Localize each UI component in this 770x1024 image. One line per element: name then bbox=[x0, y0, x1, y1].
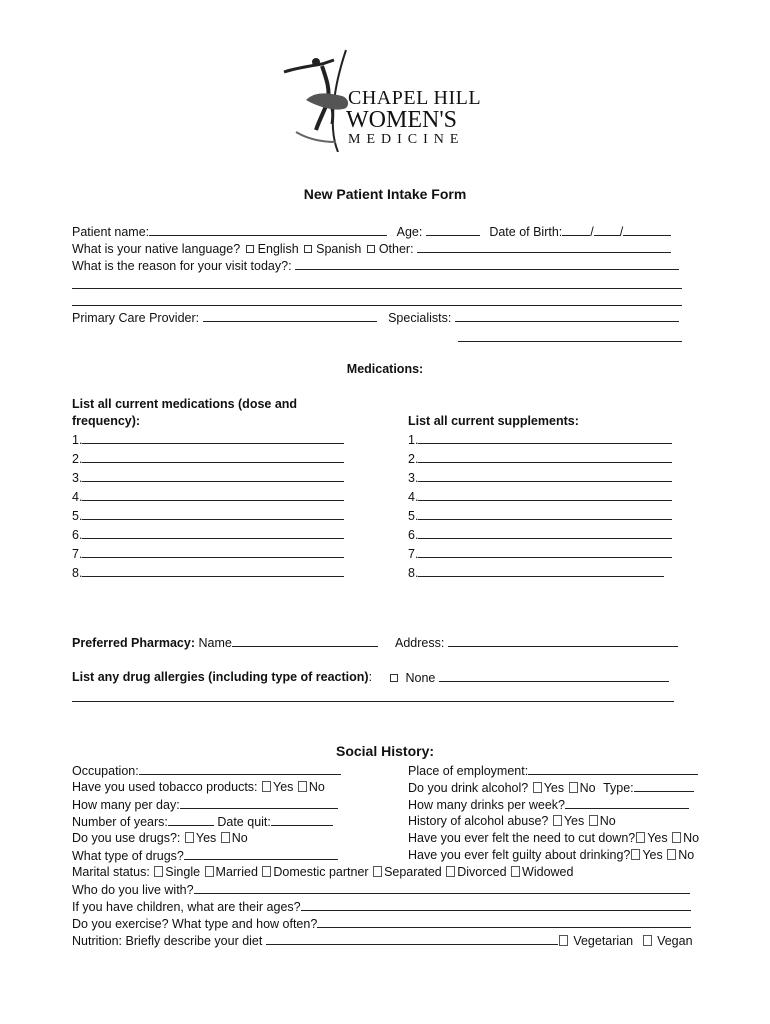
drugs-no-label: No bbox=[231, 831, 248, 845]
drug-type-label: What type of drugs? bbox=[72, 849, 184, 863]
medication-number: 2. bbox=[72, 452, 83, 466]
years-label: Number of years: bbox=[72, 815, 168, 829]
logo-line-1: CHAPEL HILL bbox=[348, 87, 482, 109]
medication-number: 1. bbox=[72, 433, 83, 447]
medication-number: 3. bbox=[72, 471, 83, 485]
logo-line-2: WOMEN'S bbox=[346, 107, 457, 133]
per-day-label: How many per day: bbox=[72, 798, 180, 812]
supplement-row bbox=[408, 489, 672, 505]
pcp-label: Primary Care Provider: bbox=[72, 311, 200, 325]
occupation-field[interactable] bbox=[139, 763, 341, 775]
nutrition-row bbox=[72, 933, 693, 949]
allergies-colon: : bbox=[368, 670, 373, 684]
medications-label-2: frequency): bbox=[72, 414, 141, 428]
supplement-number: 5. bbox=[408, 509, 419, 523]
pharmacy-label: Preferred Pharmacy: bbox=[72, 636, 195, 650]
dob-label: Date of Birth: bbox=[489, 225, 563, 239]
pharmacy-address-row bbox=[395, 635, 678, 651]
cut-down-yes-label: Yes bbox=[647, 831, 668, 845]
exercise-row bbox=[72, 916, 691, 932]
cut-down-no-checkbox[interactable] bbox=[672, 832, 681, 843]
supplement-field[interactable] bbox=[418, 546, 672, 558]
medications-heading: Medications: bbox=[346, 362, 424, 376]
supplement-row bbox=[408, 470, 672, 486]
alcohol-abuse-no-label: No bbox=[599, 814, 616, 828]
medication-field[interactable] bbox=[82, 527, 344, 539]
medication-number: 8. bbox=[72, 566, 83, 580]
tobacco-yes-checkbox[interactable] bbox=[262, 781, 271, 792]
medication-row bbox=[72, 489, 344, 505]
dob-day-field[interactable] bbox=[594, 224, 620, 236]
specialists-field[interactable] bbox=[455, 310, 679, 322]
medication-row bbox=[72, 470, 344, 486]
marital-label: Marital status: bbox=[72, 865, 150, 879]
allergies-field[interactable] bbox=[439, 670, 669, 682]
live-with-row bbox=[72, 882, 690, 898]
supplement-number: 6. bbox=[408, 528, 419, 542]
specialists-field-2[interactable] bbox=[458, 341, 682, 342]
other-language-field[interactable] bbox=[417, 241, 671, 253]
divorced-label: Divorced bbox=[457, 865, 507, 879]
language-question: What is your native language? bbox=[72, 242, 241, 256]
occupation-label: Occupation: bbox=[72, 764, 139, 778]
tobacco-no-label: No bbox=[308, 780, 325, 794]
supplement-number: 8. bbox=[408, 566, 419, 580]
medication-row bbox=[72, 546, 344, 562]
age-label: Age: bbox=[396, 225, 423, 239]
visit-reason-line-3[interactable] bbox=[72, 305, 682, 306]
spanish-checkbox[interactable] bbox=[304, 245, 312, 253]
pharmacy-name-field[interactable] bbox=[232, 635, 378, 647]
supplement-field[interactable] bbox=[418, 508, 672, 520]
vegetarian-label: Vegetarian bbox=[573, 934, 634, 948]
alcohol-abuse-yes-label: Yes bbox=[563, 814, 585, 828]
visit-reason-row bbox=[72, 258, 679, 274]
supplement-row bbox=[408, 451, 672, 467]
supplement-field[interactable] bbox=[418, 565, 664, 577]
drug-type-field[interactable] bbox=[184, 848, 338, 860]
medication-field[interactable] bbox=[82, 470, 344, 482]
children-label: If you have children, what are their ages? bbox=[72, 900, 301, 914]
per-day-field[interactable] bbox=[180, 797, 338, 809]
supplement-number: 4. bbox=[408, 490, 419, 504]
single-label: Single bbox=[165, 865, 201, 879]
per-day-row bbox=[72, 797, 338, 813]
medication-field[interactable] bbox=[82, 489, 344, 501]
guilty-yes-checkbox[interactable] bbox=[631, 849, 640, 860]
domestic-partner-label: Domestic partner bbox=[273, 865, 369, 879]
divorced-checkbox[interactable] bbox=[446, 866, 455, 877]
live-with-field[interactable] bbox=[194, 882, 690, 894]
drinks-week-row bbox=[408, 797, 689, 813]
supplement-number: 7. bbox=[408, 547, 419, 561]
guilty-label: Have you ever felt guilty about drinking? bbox=[408, 848, 631, 862]
other-language-checkbox[interactable] bbox=[367, 245, 375, 253]
employment-field[interactable] bbox=[528, 763, 698, 775]
widowed-label: Widowed bbox=[522, 865, 574, 879]
date-quit-label: Date quit: bbox=[217, 815, 271, 829]
medication-row bbox=[72, 527, 344, 543]
drinks-week-label: How many drinks per week? bbox=[408, 798, 566, 812]
nutrition-label: Nutrition: Briefly describe your diet bbox=[72, 934, 263, 948]
guilty-yes-label: Yes bbox=[642, 848, 663, 862]
logo-line-3: MEDICINE bbox=[348, 132, 465, 147]
guilty-no-checkbox[interactable] bbox=[667, 849, 676, 860]
alcohol-yes-label: Yes bbox=[543, 781, 565, 795]
language-row bbox=[72, 241, 671, 257]
tobacco-row bbox=[72, 780, 325, 795]
cut-down-label: Have you ever felt the need to cut down? bbox=[408, 831, 636, 845]
years-field[interactable] bbox=[168, 814, 214, 826]
widowed-checkbox[interactable] bbox=[511, 866, 520, 877]
clinic-logo bbox=[276, 42, 482, 152]
alcohol-abuse-label: History of alcohol abuse? bbox=[408, 814, 549, 828]
alcohol-abuse-row bbox=[408, 814, 616, 829]
alcohol-type-field[interactable] bbox=[634, 780, 694, 792]
years-row bbox=[72, 814, 333, 830]
allergies-none-row bbox=[388, 670, 669, 686]
exercise-field[interactable] bbox=[317, 916, 691, 928]
other-language-label: Other: bbox=[378, 242, 414, 256]
spanish-label: Spanish bbox=[316, 242, 362, 256]
age-field[interactable] bbox=[426, 224, 480, 236]
dob-year-field[interactable] bbox=[623, 224, 671, 236]
guilty-row bbox=[408, 848, 694, 863]
patient-name-label: Patient name: bbox=[72, 225, 150, 239]
medication-field[interactable] bbox=[82, 508, 344, 520]
supplement-row bbox=[408, 527, 672, 543]
drugs-label: Do you use drugs?: bbox=[72, 831, 181, 845]
married-label: Married bbox=[215, 865, 258, 879]
drug-type-row bbox=[72, 848, 338, 864]
drinks-week-field[interactable] bbox=[565, 797, 689, 809]
children-row bbox=[72, 899, 691, 915]
nutrition-field[interactable] bbox=[266, 933, 558, 945]
marital-row bbox=[72, 865, 573, 880]
visit-reason-field[interactable] bbox=[295, 258, 679, 270]
medication-row bbox=[72, 432, 344, 448]
medication-row bbox=[72, 565, 344, 581]
drugs-yes-checkbox[interactable] bbox=[185, 832, 194, 843]
supplement-number: 2. bbox=[408, 452, 419, 466]
allergies-line-2[interactable] bbox=[72, 701, 674, 702]
supplement-row bbox=[408, 565, 664, 581]
cut-down-row bbox=[408, 831, 699, 846]
supplement-field[interactable] bbox=[418, 432, 672, 444]
alcohol-no-label: No bbox=[579, 781, 596, 795]
allergies-label: List any drug allergies (including type of reaction) bbox=[72, 670, 369, 684]
exercise-label: Do you exercise? What type and how often? bbox=[72, 917, 318, 931]
pcp-row bbox=[72, 310, 679, 326]
medication-field[interactable] bbox=[82, 432, 344, 444]
pcp-field[interactable] bbox=[203, 310, 377, 322]
no-allergies-checkbox[interactable] bbox=[390, 674, 398, 682]
tobacco-label: Have you used tobacco products: bbox=[72, 780, 258, 794]
separated-checkbox[interactable] bbox=[373, 866, 382, 877]
cut-down-yes-checkbox[interactable] bbox=[636, 832, 645, 843]
patient-name-field[interactable] bbox=[149, 224, 387, 236]
alcohol-abuse-no-checkbox[interactable] bbox=[589, 815, 598, 826]
live-with-label: Who do you live with? bbox=[72, 883, 194, 897]
alcohol-yes-checkbox[interactable] bbox=[533, 782, 542, 793]
medication-field[interactable] bbox=[82, 565, 344, 577]
tobacco-no-checkbox[interactable] bbox=[298, 781, 307, 792]
medication-number: 5. bbox=[72, 509, 83, 523]
drugs-row bbox=[72, 831, 248, 846]
specialists-label: Specialists: bbox=[388, 311, 452, 325]
supplement-row bbox=[408, 432, 672, 448]
separated-label: Separated bbox=[384, 865, 442, 879]
english-label: English bbox=[257, 242, 299, 256]
medication-field[interactable] bbox=[82, 451, 344, 463]
pharmacy-address-field[interactable] bbox=[448, 635, 678, 647]
cut-down-no-label: No bbox=[683, 831, 700, 845]
social-history-heading: Social History: bbox=[335, 743, 435, 759]
alcohol-abuse-yes-checkbox[interactable] bbox=[553, 815, 562, 826]
supplement-field[interactable] bbox=[418, 470, 672, 482]
allergies-row bbox=[72, 670, 372, 685]
pharmacy-row bbox=[72, 635, 378, 651]
medication-row bbox=[72, 451, 344, 467]
vegan-checkbox[interactable] bbox=[643, 935, 652, 946]
date-quit-field[interactable] bbox=[271, 814, 333, 826]
visit-reason-line-2[interactable] bbox=[72, 288, 682, 289]
occupation-row bbox=[72, 763, 341, 779]
alcohol-row bbox=[408, 780, 694, 796]
employment-row bbox=[408, 763, 698, 779]
tobacco-yes-label: Yes bbox=[273, 780, 294, 794]
alcohol-no-checkbox[interactable] bbox=[569, 782, 578, 793]
supplement-row bbox=[408, 546, 672, 562]
guilty-no-label: No bbox=[678, 848, 695, 862]
medication-number: 7. bbox=[72, 547, 83, 561]
supplement-number: 3. bbox=[408, 471, 419, 485]
supplement-row bbox=[408, 508, 672, 524]
vegan-label: Vegan bbox=[657, 934, 693, 948]
supplement-field[interactable] bbox=[418, 489, 672, 501]
single-checkbox[interactable] bbox=[154, 866, 163, 877]
drugs-yes-label: Yes bbox=[195, 831, 217, 845]
patient-name-row: Patient name: Age: Date of Birth: / / bbox=[72, 224, 671, 240]
alcohol-label: Do you drink alcohol? bbox=[408, 781, 529, 795]
medication-row bbox=[72, 508, 344, 524]
medication-field[interactable] bbox=[82, 546, 344, 558]
children-field[interactable] bbox=[301, 899, 691, 911]
supplement-field[interactable] bbox=[418, 451, 672, 463]
pharmacy-address-label: Address: bbox=[395, 636, 445, 650]
drugs-no-checkbox[interactable] bbox=[221, 832, 230, 843]
dob-month-field[interactable] bbox=[562, 224, 590, 236]
no-allergies-label: None bbox=[405, 671, 436, 685]
pharmacy-name-label: Name bbox=[198, 636, 232, 650]
supplement-field[interactable] bbox=[418, 527, 672, 539]
married-checkbox[interactable] bbox=[205, 866, 214, 877]
domestic-partner-checkbox[interactable] bbox=[262, 866, 271, 877]
english-checkbox[interactable] bbox=[246, 245, 254, 253]
medication-number: 6. bbox=[72, 528, 83, 542]
vegetarian-checkbox[interactable] bbox=[559, 935, 568, 946]
alcohol-type-label: Type: bbox=[603, 781, 634, 795]
medications-label-1: List all current medications (dose and bbox=[72, 397, 298, 411]
supplements-label: List all current supplements: bbox=[408, 414, 579, 428]
employment-label: Place of employment: bbox=[408, 764, 529, 778]
form-title: New Patient Intake Form bbox=[303, 186, 467, 202]
medication-number: 4. bbox=[72, 490, 83, 504]
supplement-number: 1. bbox=[408, 433, 419, 447]
visit-reason-label: What is the reason for your visit today?: bbox=[72, 259, 292, 273]
